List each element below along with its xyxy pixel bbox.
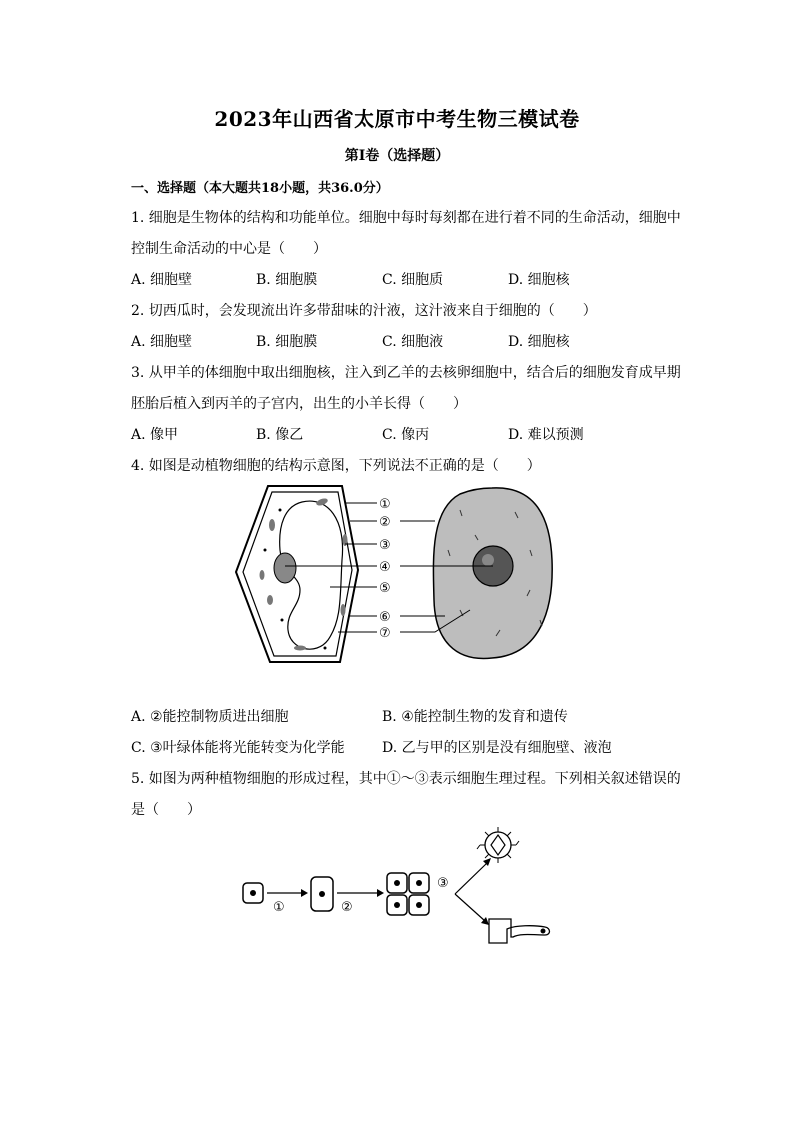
q5-stem-line-1: 5. 如图为两种植物细胞的形成过程，其中①～③表示细胞生理过程。下列相关叙述错误的	[131, 771, 681, 787]
q3-option-b: B. 像乙	[256, 427, 304, 443]
q4-option-c: C. ③叶绿体能将光能转变为化学能	[131, 740, 345, 756]
label-5: ⑤	[379, 581, 391, 596]
q1-option-b: B. 细胞膜	[256, 272, 318, 288]
q3-option-a: A. 像甲	[131, 427, 179, 443]
label-3: ③	[379, 538, 391, 553]
q3-option-d: D. 难以预测	[508, 427, 584, 443]
q2-option-b: B. 细胞膜	[256, 334, 318, 350]
q4-option-d: D. 乙与甲的区别是没有细胞壁、液泡	[382, 740, 612, 756]
chloroplast	[260, 570, 265, 580]
label-7: ⑦	[379, 626, 391, 641]
chloroplast	[269, 519, 275, 531]
page-title: 2023年山西省太原市中考生物三模试卷	[214, 107, 580, 131]
cell-structure-figure	[230, 480, 570, 670]
process-label-3: ③	[437, 876, 449, 891]
q3-option-c: C. 像丙	[382, 427, 430, 443]
q4-option-b: B. ④能控制生物的发育和遗传	[382, 709, 568, 725]
q1-stem-line-1: 1. 细胞是生物体的结构和功能单位。细胞中每时每刻都在进行着不同的生命活动，细胞中	[131, 210, 681, 226]
chloroplast	[267, 595, 273, 605]
q1-stem-line-2: 控制生命活动的中心是（ ）	[131, 241, 327, 257]
label-1: ①	[379, 497, 391, 512]
q3-stem-line-2: 胚胎后植入到丙羊的子宫内，出生的小羊长得（ ）	[131, 396, 467, 412]
q1-option-a: A. 细胞壁	[131, 272, 193, 288]
plant-nucleus	[274, 553, 296, 583]
cell-formation-figure	[235, 825, 565, 950]
q2-option-c: C. 细胞液	[382, 334, 444, 350]
chloroplast	[341, 604, 346, 616]
process-label-2: ②	[341, 900, 353, 915]
chloroplast	[294, 646, 306, 651]
differentiated-cell-top	[477, 827, 519, 863]
q2-option-d: D. 细胞核	[508, 334, 570, 350]
differentiated-cell-bottom	[489, 919, 550, 943]
q4-stem-line-1: 4. 如图是动植物细胞的结构示意图，下列说法不正确的是（ ）	[131, 458, 541, 474]
q1-option-c: C. 细胞质	[382, 272, 444, 288]
label-6: ⑥	[379, 610, 391, 625]
label-4: ④	[379, 560, 391, 575]
section-heading: 一、选择题（本大题共18小题，共36.0分）	[131, 181, 389, 196]
q2-stem-line-1: 2. 切西瓜时，会发现流出许多带甜味的汁液，这汁液来自于细胞的（ ）	[131, 303, 597, 319]
label-2: ②	[379, 515, 391, 530]
q4-option-a: A. ②能控制物质进出细胞	[131, 709, 289, 725]
process-label-1: ①	[273, 900, 285, 915]
volume-heading: 第Ⅰ卷（选择题）	[344, 148, 450, 164]
q3-stem-line-1: 3. 从甲羊的体细胞中取出细胞核，注入到乙羊的去核卵细胞中，结合后的细胞发育成早期	[131, 365, 681, 381]
q1-option-d: D. 细胞核	[508, 272, 570, 288]
q2-option-a: A. 细胞壁	[131, 334, 193, 350]
q5-stem-line-2: 是（ ）	[131, 802, 201, 818]
